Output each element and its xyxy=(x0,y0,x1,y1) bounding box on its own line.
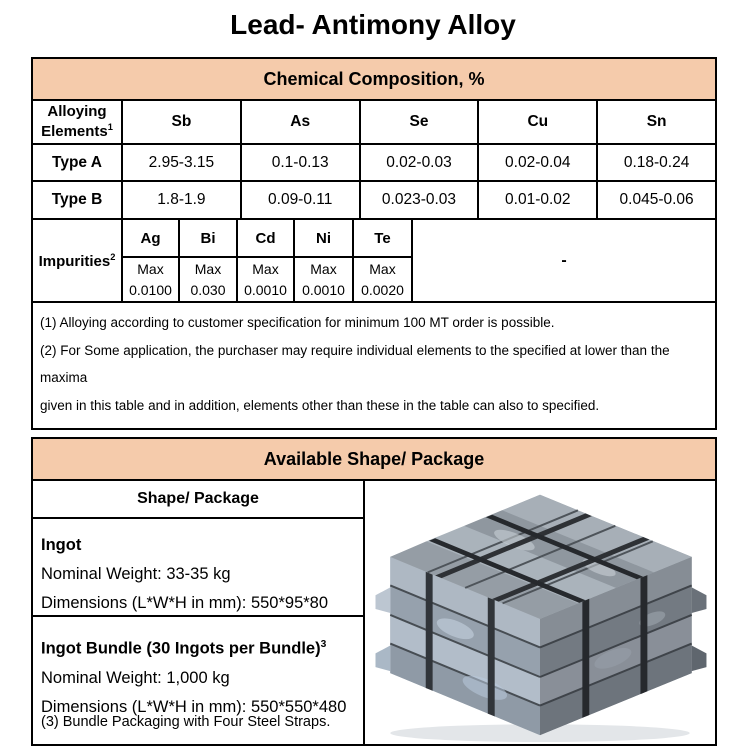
shape-package-column-header: Shape/ Package xyxy=(33,481,363,519)
type-b-se: 0.023-0.03 xyxy=(359,180,478,218)
type-b-sb: 1.8-1.9 xyxy=(121,180,240,218)
ingot-bundle-photo xyxy=(365,481,715,744)
type-b-sn: 0.045-0.06 xyxy=(596,180,715,218)
type-b-cu: 0.01-0.02 xyxy=(477,180,596,218)
composition-grid xyxy=(33,101,715,218)
col-header-sn: Sn xyxy=(596,101,715,143)
impurity-header-ag: Ag xyxy=(121,218,178,256)
package-left-column xyxy=(33,481,363,744)
ingot-bundle-cell xyxy=(33,617,363,744)
col-header-cu: Cu xyxy=(477,101,596,143)
impurity-header-te: Te xyxy=(352,218,411,256)
impurity-header-cd: Cd xyxy=(236,218,293,256)
alloying-elements-header xyxy=(33,101,121,143)
type-b-label: Type B xyxy=(33,180,121,218)
type-a-as: 0.1-0.13 xyxy=(240,143,359,180)
footnote-2-line1: (2) For Some application, the purchaser may require individual elements to the specified at lower than the maxima xyxy=(40,342,670,385)
impurity-header-bi: Bi xyxy=(178,218,236,256)
composition-footnotes xyxy=(33,301,715,428)
bundle-footnote: (3) Bundle Packaging with Four Steel Straps. xyxy=(41,714,331,730)
impurities-label: Impurities$^2$ xyxy=(33,218,121,301)
ingot-cell xyxy=(33,519,363,617)
package-table-title: Available Shape/ Package xyxy=(33,439,715,481)
col-header-sb: Sb xyxy=(121,101,240,143)
col-header-as: As xyxy=(240,101,359,143)
impurities-grid xyxy=(33,218,715,301)
type-a-label: Type A xyxy=(33,143,121,180)
impurity-header-ni: Ni xyxy=(293,218,352,256)
impurity-max-cd: Max 0.0010 xyxy=(236,256,293,301)
type-b-as: 0.09-0.11 xyxy=(240,180,359,218)
col-header-se: Se xyxy=(359,101,478,143)
alloying-header-line1: Alloying xyxy=(47,103,107,121)
impurity-max-te: Max 0.0020 xyxy=(352,256,411,301)
footnote-1: (1) Alloying according to customer specification for minimum 100 MT order is possible. xyxy=(40,315,555,330)
footnote-2-line2: given in this table and in addition, elements other than these in the table can also to specified. xyxy=(40,397,600,413)
impurity-max-ag: Max 0.0100 xyxy=(121,256,178,301)
ingot-bundle-photo-cell xyxy=(363,481,715,744)
chemical-composition-table xyxy=(31,57,717,430)
ingot-name: Ingot xyxy=(41,536,82,554)
composition-table-title: Chemical Composition, % xyxy=(33,59,715,101)
shape-package-table xyxy=(31,437,717,746)
alloying-header-line2: Elements$^1$ xyxy=(41,121,113,140)
page-title: Lead- Antimony Alloy xyxy=(230,9,516,40)
type-a-sb: 2.95-3.15 xyxy=(121,143,240,180)
impurity-max-ni: Max 0.0010 xyxy=(293,256,352,301)
ingot-dimensions: Dimensions (L*W*H in mm): 550*95*80 xyxy=(41,594,329,612)
type-a-sn: 0.18-0.24 xyxy=(596,143,715,180)
bundle-weight: Nominal Weight: 1,000 kg xyxy=(41,668,230,687)
bundle-dimensions: Dimensions (L*W*H in mm): 550*550*480 xyxy=(41,697,347,716)
type-a-se: 0.02-0.03 xyxy=(359,143,478,180)
type-a-cu: 0.02-0.04 xyxy=(477,143,596,180)
bundle-name: Ingot Bundle (30 Ingots per Bundle)$^3$ xyxy=(41,639,327,658)
impurity-max-bi: Max 0.030 xyxy=(178,256,236,301)
impurities-other-elements: - xyxy=(411,218,715,301)
ingot-weight: Nominal Weight: 33-35 kg xyxy=(41,565,231,583)
